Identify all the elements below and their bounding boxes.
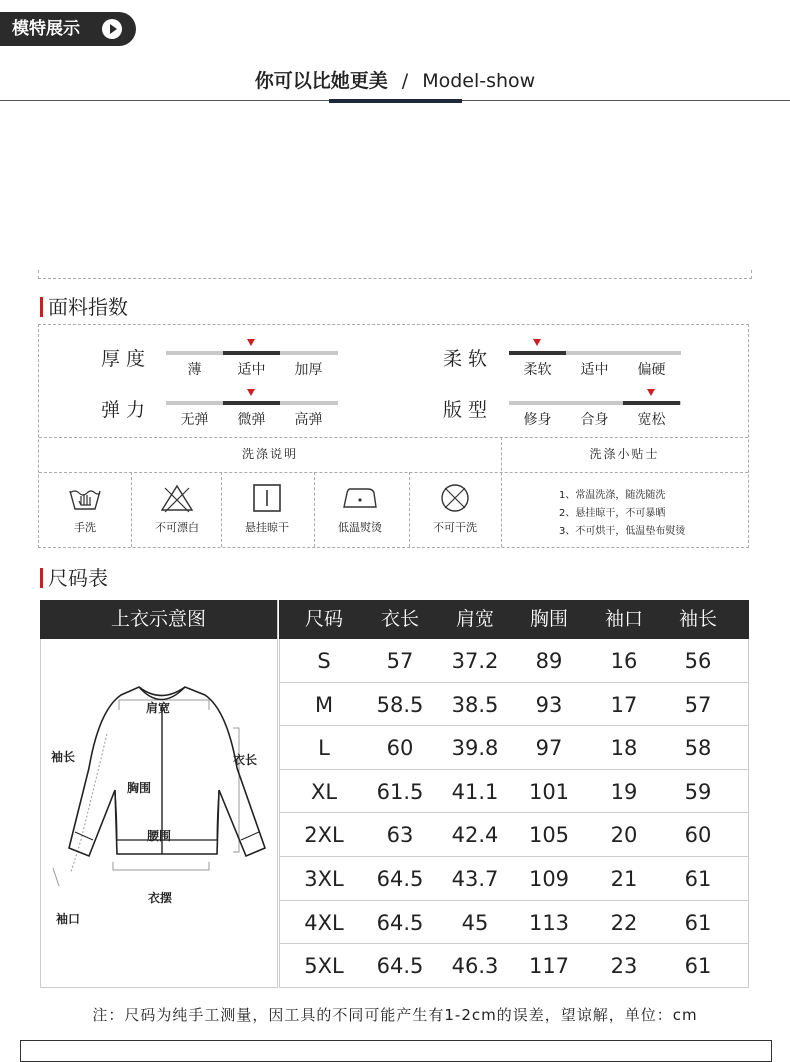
measure-cell: 60 (386, 736, 414, 761)
diagram-header: 上衣示意图 (40, 600, 277, 639)
table-row (279, 944, 749, 988)
section-tag (0, 12, 136, 46)
column-header: 胸围 (529, 608, 568, 630)
scale-active-segment (623, 401, 680, 405)
wash-item (314, 475, 406, 535)
diagram-label-cuff: 袖口 (56, 912, 81, 926)
column-header: 袖口 (604, 608, 643, 630)
image-frame-bottom (38, 270, 752, 279)
measure-cell: 97 (535, 736, 563, 761)
selected-marker-icon (247, 339, 255, 346)
size-cell: 4XL (304, 910, 344, 935)
diagram-label-length: 衣长 (233, 753, 258, 767)
measure-cell: 57 (684, 692, 712, 717)
table-row (279, 813, 749, 857)
table-row (279, 901, 749, 945)
measure-cell: 59 (684, 779, 712, 804)
measure-cell: 20 (610, 823, 638, 848)
scale-option: 宽松 (637, 412, 666, 428)
index-label-fit: 版型 (443, 399, 494, 421)
table-row (279, 639, 749, 683)
scale-option: 微弹 (237, 412, 266, 428)
next-section-frame (20, 1040, 772, 1062)
table-row (279, 683, 749, 727)
garment-diagram (40, 600, 278, 988)
heading-accent-bar (329, 99, 462, 103)
scale-active-segment (223, 401, 280, 405)
heading-title-cn: 你可以比她更美 (254, 70, 388, 92)
diagram-label-sleeve: 袖长 (51, 750, 76, 764)
selected-marker-icon (533, 339, 541, 346)
selected-marker-icon (647, 389, 655, 396)
table-row (279, 726, 749, 770)
size-table-header (279, 600, 749, 639)
measure-cell: 22 (610, 910, 638, 935)
measure-cell: 42.4 (451, 823, 499, 848)
column-header: 肩宽 (455, 608, 494, 630)
measure-cell: 19 (610, 779, 638, 804)
measure-cell: 21 (610, 867, 638, 891)
no-dry-clean-icon (437, 483, 473, 513)
measure-cell: 64.5 (376, 954, 424, 979)
measure-cell: 105 (528, 823, 570, 848)
low-iron-icon (340, 483, 380, 513)
fabric-index-box (38, 324, 749, 548)
fabric-section-title: 面料指数 (40, 295, 128, 319)
size-note: 注：尺码为纯手工测量，因工具的不同可能产生有1-2cm的误差，望谅解，单位：cm (92, 1006, 698, 1024)
scale-option: 修身 (523, 412, 552, 428)
measure-cell: 37.2 (451, 649, 499, 673)
play-icon[interactable] (102, 19, 122, 39)
diagram-label-hem: 衣摆 (148, 891, 173, 905)
wash-tips-header: 洗涤小贴士 (589, 447, 660, 461)
scale-thickness (166, 351, 338, 378)
measure-cell: 43.7 (451, 867, 499, 891)
index-label-elasticity: 弹力 (101, 399, 152, 421)
scale-option: 柔软 (523, 362, 552, 378)
size-section-title: 尺码表 (40, 566, 108, 590)
index-label-thickness: 厚度 (101, 348, 152, 370)
wash-tips (559, 487, 685, 541)
page-heading (0, 66, 790, 93)
measure-cell: 58.5 (376, 692, 424, 717)
scale-elasticity (166, 401, 338, 428)
measure-cell: 41.1 (451, 779, 499, 804)
wash-item (221, 475, 313, 535)
size-cell: XL (310, 779, 338, 804)
measure-cell: 61 (684, 867, 712, 891)
scale-option: 合身 (580, 412, 609, 428)
section-tag-label: 模特展示 (12, 19, 80, 39)
scale-option: 无弹 (180, 412, 209, 428)
size-cell: 5XL (304, 954, 344, 979)
measure-cell: 61 (684, 910, 712, 935)
diagram-label-chest: 胸围 (127, 781, 152, 795)
column-header: 袖长 (678, 608, 717, 630)
wash-item-label: 不可漂白 (155, 521, 199, 534)
wash-item-label: 不可干洗 (433, 521, 477, 534)
size-cell: 3XL (304, 867, 344, 891)
hang-dry-icon (249, 483, 285, 513)
measure-cell: 56 (684, 649, 712, 673)
measure-cell: 93 (535, 692, 563, 717)
measure-cell: 45 (461, 910, 489, 935)
no-bleach-icon (159, 483, 195, 513)
scale-option: 适中 (580, 362, 609, 378)
index-label-softness: 柔软 (443, 348, 494, 370)
wash-item-label: 低温熨烫 (338, 521, 382, 534)
wash-item (39, 475, 131, 535)
measure-cell: 109 (528, 867, 570, 891)
wash-tip: 2、悬挂晾干，不可暴晒 (559, 508, 666, 519)
scale-active-segment (509, 351, 566, 355)
wash-item (131, 475, 223, 535)
scale-active-segment (223, 351, 280, 355)
wash-tip: 1、常温洗涤，随洗随洗 (559, 490, 666, 501)
column-header: 衣长 (380, 608, 419, 630)
measure-cell: 58 (684, 736, 712, 761)
measure-cell: 61.5 (376, 779, 424, 804)
measure-cell: 64.5 (376, 910, 424, 935)
measure-cell: 57 (386, 649, 414, 673)
wash-item-label: 手洗 (74, 521, 96, 534)
wash-item-label: 悬挂晾干 (245, 521, 289, 534)
diagram-label-shoulder: 肩宽 (146, 701, 171, 715)
column-header: 尺码 (304, 608, 343, 630)
hand-wash-icon (67, 483, 103, 513)
measure-cell: 18 (610, 736, 638, 761)
measure-cell: 23 (610, 954, 638, 979)
measure-cell: 64.5 (376, 867, 424, 891)
heading-separator: / (401, 70, 409, 92)
size-cell: M (314, 692, 334, 717)
scale-option: 加厚 (294, 362, 323, 378)
measure-cell: 113 (528, 910, 570, 935)
measure-cell: 101 (528, 779, 570, 804)
measure-cell: 117 (528, 954, 570, 979)
measure-cell: 17 (610, 692, 638, 717)
measure-cell: 61 (684, 954, 712, 979)
measure-cell: 89 (535, 649, 563, 673)
wash-grid-mid (39, 472, 748, 474)
scale-option: 高弹 (294, 412, 323, 428)
scale-option: 偏硬 (637, 362, 666, 378)
scale-option: 适中 (237, 362, 266, 378)
heading-title-en: Model-show (422, 70, 536, 92)
selected-marker-icon (247, 389, 255, 396)
wash-item (409, 475, 501, 535)
measure-cell: 16 (610, 649, 638, 673)
scale-softness (509, 351, 681, 378)
wash-instructions-header: 洗涤说明 (241, 447, 298, 461)
diagram-label-waist: 腰围 (147, 829, 172, 843)
table-row (279, 770, 749, 814)
size-cell: 2XL (304, 823, 344, 848)
table-row (279, 857, 749, 901)
size-cell: S (317, 649, 331, 673)
jacket-outline-icon (41, 600, 279, 988)
wash-tip: 3、不可烘干，低温垫布熨烫 (559, 526, 686, 537)
measure-cell: 46.3 (451, 954, 499, 979)
measure-cell: 63 (386, 823, 414, 848)
scale-option: 薄 (187, 362, 202, 378)
measure-cell: 39.8 (451, 736, 499, 761)
size-cell: L (318, 736, 330, 761)
scale-fit (509, 401, 681, 428)
measure-cell: 60 (684, 823, 712, 848)
measure-cell: 38.5 (451, 692, 499, 717)
